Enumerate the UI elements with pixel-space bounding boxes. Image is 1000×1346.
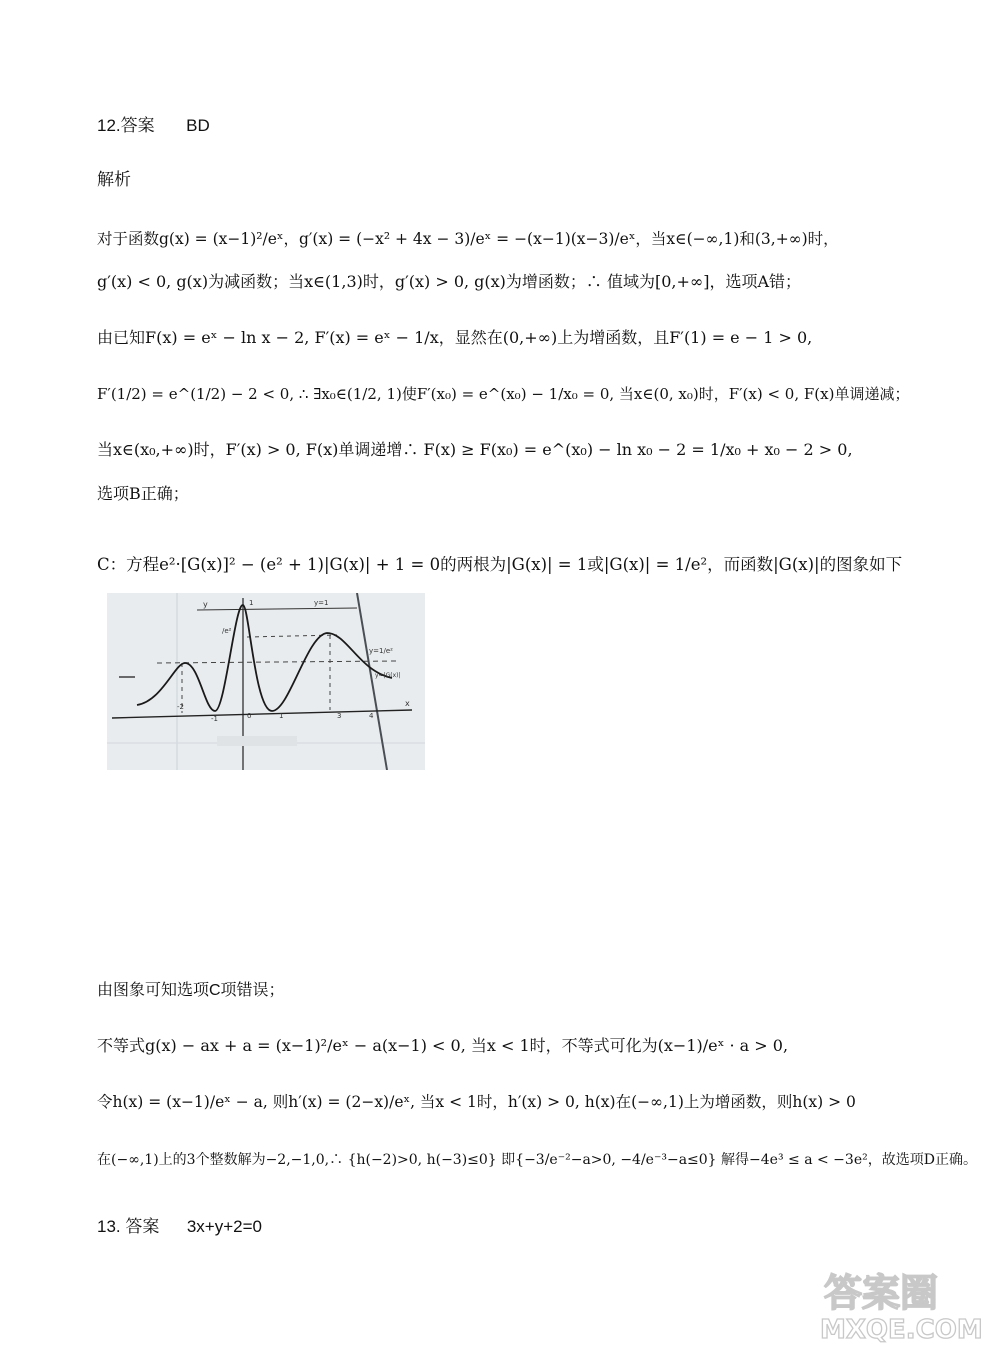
graph-tick-3: 3	[337, 712, 342, 720]
option-b-line-3: 当x∈(x₀,+∞)时，F′(x) > 0, F(x)单调递增∴ F(x) ≥ F(x₀) = e^(x₀) − ln x₀ − 2 = 1/x₀ + x₀ − 2 > 0,	[97, 440, 853, 459]
graph-label-curve: y=|G(x)|	[375, 672, 401, 679]
option-a-line-2: g′(x) < 0, g(x)为减函数；当x∈(1,3)时，g′(x) > 0, g(x)为增函数；∴ 值域为[0,+∞]，选项A错；	[97, 272, 802, 291]
option-c-line: C：方程e²·[G(x)]² − (e² + 1)|G(x)| + 1 = 0的两根为|G(x)| = 1或|G(x)| = 1/e²，而函数|G(x)|的图象如下	[97, 555, 903, 574]
watermark-text-en: MXQE.COM	[820, 1315, 983, 1345]
graph-label-ye2: y=1/e²	[369, 647, 393, 655]
analysis-heading: 解析	[97, 170, 131, 189]
answer-12-value: BD	[186, 116, 210, 135]
answer-12-label: 12.答案	[97, 116, 155, 135]
option-d-line-1: 不等式g(x) − ax + a = (x−1)²/eˣ − a(x−1) < 0, 当x < 1时，不等式可化为(x−1)/eˣ · a > 0,	[97, 1036, 789, 1055]
graph-tick-ye2: /e²	[222, 627, 232, 635]
graph-tick-4: 4	[369, 712, 374, 720]
option-b-line-1: 由已知F(x) = eˣ − ln x − 2, F′(x) = eˣ − 1/x，显然在(0,+∞)上为增函数，且F′(1) = e − 1 > 0,	[97, 328, 813, 347]
option-b-line-4: 选项B正确；	[97, 484, 189, 503]
graph-tick-0: 0	[247, 712, 252, 720]
graph-label-y1: y=1	[314, 599, 329, 607]
answer-13-line	[97, 1212, 262, 1237]
answer-12-line	[97, 111, 210, 136]
graph-photo	[107, 593, 425, 770]
site-watermark-logo	[818, 1268, 998, 1346]
graph-label-y: y	[203, 600, 208, 609]
option-c-conclusion: 由图象可知选项C项错误；	[97, 982, 285, 999]
graph-label-x: x	[405, 699, 410, 708]
answer-13-label: 13. 答案	[97, 1217, 160, 1236]
option-a-line-1: 对于函数g(x) = (x−1)²/eˣ，g′(x) = (−x² + 4x − 3)/eˣ = −(x−1)(x−3)/eˣ，当x∈(−∞,1)和(3,+∞)时，	[97, 230, 839, 248]
graph-tick-y1: 1	[249, 599, 254, 607]
option-d-line-2: 令h(x) = (x−1)/eˣ − a, 则h′(x) = (2−x)/eˣ, 当x < 1时，h′(x) > 0, h(x)在(−∞,1)上为增函数，则h(x) > 0	[97, 1093, 856, 1111]
answer-13-value: 3x+y+2=0	[186, 1217, 262, 1236]
option-b-line-2: F′(1/2) = e^(1/2) − 2 < 0, ∴ ∃x₀∈(1/2, 1)使F′(x₀) = e^(x₀) − 1/x₀ = 0, 当x∈(0, x₀)时，F′(x) < 0, F(x)单调递减；	[97, 385, 910, 403]
option-d-line-3: 在(−∞,1)上的3个整数解为−2,−1,0,∴ {h(−2)>0, h(−3)≤0} 即{−3/e⁻²−a>0, −4/e⁻³−a≤0} 解得−4e³ ≤ a < −3e²，故选项D正确。	[97, 1152, 977, 1168]
graph-tick--2: -2	[177, 703, 184, 711]
graph-tick-1: 1	[279, 712, 284, 720]
watermark-text-cn: 答案圈	[824, 1271, 939, 1315]
graph-tick--1: -1	[211, 715, 218, 723]
